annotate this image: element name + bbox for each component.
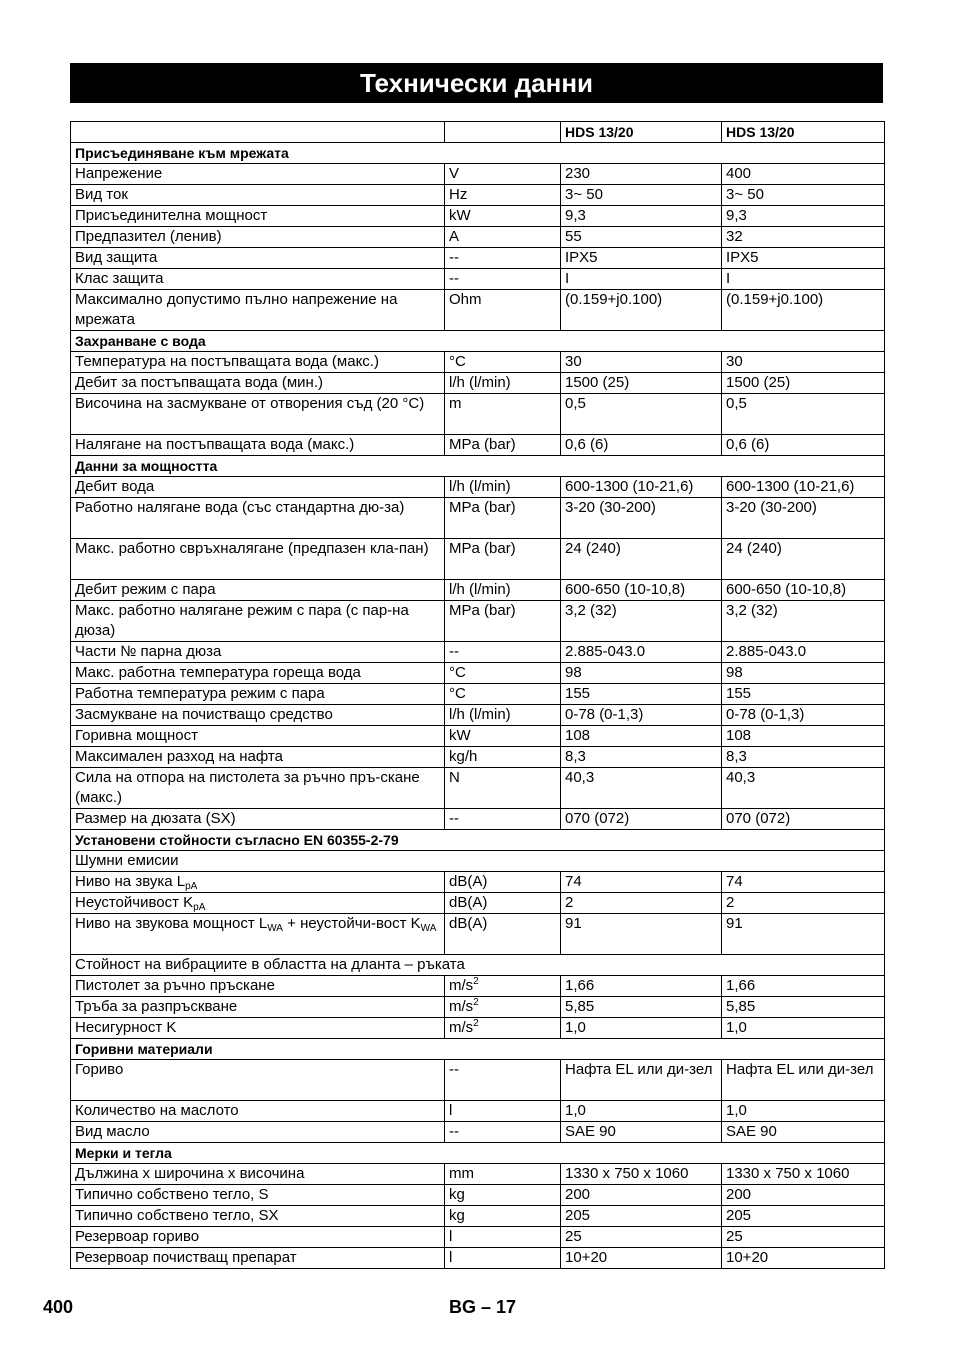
section-title: Горивни материали <box>71 1039 885 1060</box>
value-model-a: 600-650 (10-10,8) <box>561 580 722 601</box>
table-row <box>71 206 885 227</box>
value-model-b: 1330 x 750 x 1060 <box>722 1164 885 1185</box>
table-row <box>71 1164 885 1185</box>
param-unit-text: MPa (bar) <box>449 436 516 453</box>
value-model-b: 108 <box>722 726 885 747</box>
param-label-text: Вид защита <box>75 249 158 266</box>
value-model-a: 2 <box>561 893 722 914</box>
param-unit-text: kg <box>449 1207 465 1224</box>
value-model-b: 98 <box>722 663 885 684</box>
param-label-text: Предпазител (ленив) <box>75 228 222 245</box>
table-row <box>71 663 885 684</box>
param-unit-text: V <box>449 165 460 182</box>
value-model-a: 74 <box>561 872 722 893</box>
param-unit <box>445 477 561 498</box>
table-row <box>71 373 885 394</box>
param-unit <box>445 976 561 997</box>
value-model-b: 1,66 <box>722 976 885 997</box>
param-unit <box>445 227 561 248</box>
param-label-text: Дължина x широчина x височина <box>75 1165 305 1182</box>
section-header-row <box>71 1039 885 1060</box>
table-row <box>71 1248 885 1269</box>
param-unit <box>445 352 561 373</box>
value-model-a: 205 <box>561 1206 722 1227</box>
param-label-subscript: pA <box>193 902 206 913</box>
section-title: Данни за мощността <box>71 456 885 477</box>
value-model-a: 200 <box>561 1185 722 1206</box>
param-unit-text: mm <box>449 1165 474 1182</box>
value-model-a: 0-78 (0-1,3) <box>561 705 722 726</box>
param-unit <box>445 601 561 642</box>
table-row <box>71 164 885 185</box>
table-row <box>71 872 885 893</box>
value-model-a: 3~ 50 <box>561 185 722 206</box>
header-empty-cell <box>71 122 445 143</box>
param-label-text: Дебит вода <box>75 478 155 495</box>
section-title: Установени стойности съгласно EN 60355-2-79 <box>71 830 885 851</box>
param-label <box>71 809 445 830</box>
param-unit <box>445 684 561 705</box>
param-label-text: Макс. работно налягане режим с пара (с пар-на дюза) <box>75 602 409 639</box>
param-label-text: Ниво на звукова мощност L <box>75 915 268 932</box>
param-unit <box>445 705 561 726</box>
param-label <box>71 684 445 705</box>
value-model-b: 0,5 <box>722 394 885 435</box>
value-model-a: 155 <box>561 684 722 705</box>
param-label <box>71 248 445 269</box>
table-row <box>71 248 885 269</box>
param-unit-text: MPa (bar) <box>449 602 516 619</box>
param-label-text: Резервоар гориво <box>75 1228 200 1245</box>
param-unit <box>445 726 561 747</box>
param-label <box>71 1164 445 1185</box>
table-row <box>71 601 885 642</box>
param-label <box>71 997 445 1018</box>
param-label-text-cont: + неустойчи-вост K <box>282 915 421 932</box>
section-title: Захранване с вода <box>71 331 885 352</box>
param-unit-text: -- <box>449 643 459 660</box>
param-unit <box>445 206 561 227</box>
value-model-b: 0,6 (6) <box>722 435 885 456</box>
param-unit-text: m/s <box>449 1019 474 1036</box>
param-unit-superscript: 2 <box>473 1018 479 1029</box>
param-unit-text: l/h (l/min) <box>449 374 511 391</box>
page-title: Технически данни <box>70 63 883 103</box>
value-model-a: 3-20 (30-200) <box>561 498 722 539</box>
table-row <box>71 435 885 456</box>
param-unit <box>445 435 561 456</box>
param-unit <box>445 1185 561 1206</box>
table-row <box>71 768 885 809</box>
param-unit <box>445 1122 561 1143</box>
value-model-b: SAE 90 <box>722 1122 885 1143</box>
table-header-row <box>71 122 885 143</box>
header-unit-cell <box>445 122 561 143</box>
param-label <box>71 435 445 456</box>
param-unit <box>445 768 561 809</box>
param-label <box>71 726 445 747</box>
table-row <box>71 1101 885 1122</box>
table-row <box>71 684 885 705</box>
param-label <box>71 705 445 726</box>
value-model-a: Нафта EL или ди-зел <box>561 1060 722 1101</box>
value-model-a: 600-1300 (10-21,6) <box>561 477 722 498</box>
value-model-b: 9,3 <box>722 206 885 227</box>
value-model-a: 230 <box>561 164 722 185</box>
value-model-a: 1500 (25) <box>561 373 722 394</box>
param-unit <box>445 1164 561 1185</box>
param-unit-text: m <box>449 395 462 412</box>
param-unit <box>445 580 561 601</box>
value-model-b: 5,85 <box>722 997 885 1018</box>
section-title: Мерки и тегла <box>71 1143 885 1164</box>
value-model-b: 600-650 (10-10,8) <box>722 580 885 601</box>
param-label <box>71 914 445 955</box>
param-label <box>71 477 445 498</box>
param-label-text: Височина на засмукване от отворения съд (20 °C) <box>75 395 425 412</box>
section-header-row <box>71 143 885 164</box>
param-unit <box>445 1101 561 1122</box>
param-label-subscript: WA <box>420 923 437 934</box>
param-label-text: Температура на постъпващата вода (макс.) <box>75 353 379 370</box>
param-label-text: Работна температура режим с пара <box>75 685 325 702</box>
value-model-a: 8,3 <box>561 747 722 768</box>
table-row <box>71 269 885 290</box>
param-label-text: Неустойчивост K <box>75 894 194 911</box>
value-model-b: 3~ 50 <box>722 185 885 206</box>
param-label <box>71 498 445 539</box>
table-row <box>71 580 885 601</box>
param-unit-text: A <box>449 228 460 245</box>
value-model-b: 1500 (25) <box>722 373 885 394</box>
param-unit-text: °C <box>449 685 466 702</box>
param-label-text: Максимален разход на нафта <box>75 748 283 765</box>
table-row <box>71 705 885 726</box>
param-unit <box>445 1248 561 1269</box>
param-label-text: Ниво на звука L <box>75 873 186 890</box>
table-row <box>71 809 885 830</box>
value-model-a: 1,0 <box>561 1101 722 1122</box>
table-row <box>71 539 885 580</box>
value-model-b: IPX5 <box>722 248 885 269</box>
subsection-title: Стойност на вибрациите в областта на дланта – ръката <box>71 955 885 976</box>
header-model-b: HDS 13/20 <box>722 122 885 143</box>
table-row <box>71 997 885 1018</box>
value-model-b: 91 <box>722 914 885 955</box>
value-model-b: 0-78 (0-1,3) <box>722 705 885 726</box>
value-model-b: 1,0 <box>722 1018 885 1039</box>
param-label-text: Горивна мощност <box>75 727 198 744</box>
param-label-text: Макс. работна температура гореща вода <box>75 664 361 681</box>
param-label-text: Засмукване на почистващо средство <box>75 706 333 723</box>
table-row <box>71 290 885 331</box>
value-model-a: 1,66 <box>561 976 722 997</box>
page-label: BG – 17 <box>449 1297 517 1317</box>
value-model-b: 3,2 (32) <box>722 601 885 642</box>
param-unit <box>445 248 561 269</box>
param-label <box>71 352 445 373</box>
value-model-b: 74 <box>722 872 885 893</box>
value-model-a: (0.159+j0.100) <box>561 290 722 331</box>
value-model-b: 24 (240) <box>722 539 885 580</box>
param-label-text: Дебит за постъпващата вода (мин.) <box>75 374 323 391</box>
param-unit <box>445 1227 561 1248</box>
table-row <box>71 726 885 747</box>
param-unit-text: m/s <box>449 977 474 994</box>
value-model-a: 9,3 <box>561 206 722 227</box>
param-label <box>71 373 445 394</box>
param-unit-text: l <box>449 1249 453 1266</box>
param-unit-text: kW <box>449 727 471 744</box>
value-model-a: 91 <box>561 914 722 955</box>
param-label-text: Налягане на постъпващата вода (макс.) <box>75 436 355 453</box>
value-model-b: 155 <box>722 684 885 705</box>
param-unit-text: -- <box>449 810 459 827</box>
value-model-b: 070 (072) <box>722 809 885 830</box>
param-unit-text: MPa (bar) <box>449 499 516 516</box>
value-model-a: 070 (072) <box>561 809 722 830</box>
param-label-text: Несигурност K <box>75 1019 177 1036</box>
value-model-b: 400 <box>722 164 885 185</box>
param-label <box>71 539 445 580</box>
param-label <box>71 1018 445 1039</box>
param-label <box>71 1206 445 1227</box>
param-label-text: Вид ток <box>75 186 128 203</box>
param-unit-text: kg <box>449 1186 465 1203</box>
table-row <box>71 914 885 955</box>
param-label-subscript: WA <box>267 923 283 934</box>
param-label <box>71 893 445 914</box>
table-row <box>71 893 885 914</box>
section-header-row <box>71 1143 885 1164</box>
param-label-subscript: pA <box>185 881 198 892</box>
param-unit <box>445 373 561 394</box>
param-unit <box>445 498 561 539</box>
param-unit <box>445 1060 561 1101</box>
param-label-text: Макс. работно свръхналягане (предпазен кла-пан) <box>75 540 429 557</box>
param-label <box>71 206 445 227</box>
header-model-a: HDS 13/20 <box>561 122 722 143</box>
table-row <box>71 1185 885 1206</box>
table-row <box>71 1227 885 1248</box>
table-row <box>71 1018 885 1039</box>
param-unit <box>445 269 561 290</box>
table-row <box>71 185 885 206</box>
param-unit-text: -- <box>449 249 459 266</box>
param-unit <box>445 1018 561 1039</box>
param-unit <box>445 914 561 955</box>
value-model-a: 30 <box>561 352 722 373</box>
param-unit-text: N <box>449 769 460 786</box>
value-model-b: 205 <box>722 1206 885 1227</box>
subsection-title: Шумни емисии <box>71 851 885 872</box>
section-header-row <box>71 830 885 851</box>
param-label <box>71 747 445 768</box>
param-label <box>71 290 445 331</box>
param-label <box>71 1227 445 1248</box>
param-unit-text: l <box>449 1102 453 1119</box>
value-model-a: 98 <box>561 663 722 684</box>
param-unit-text: dB(A) <box>449 915 488 932</box>
param-unit-superscript: 2 <box>473 976 479 987</box>
param-label-text: Присъединителна мощност <box>75 207 268 224</box>
param-label-text: Пистолет за ръчно пръскане <box>75 977 275 994</box>
param-label <box>71 394 445 435</box>
value-model-a: 1,0 <box>561 1018 722 1039</box>
value-model-b: I <box>722 269 885 290</box>
table-row <box>71 352 885 373</box>
value-model-a: 5,85 <box>561 997 722 1018</box>
value-model-a: I <box>561 269 722 290</box>
table-row <box>71 976 885 997</box>
param-label-text: Максимално допустимо пълно напрежение на мрежата <box>75 291 398 328</box>
param-unit-text: Hz <box>449 186 468 203</box>
param-unit-text: -- <box>449 1061 459 1078</box>
param-label <box>71 1060 445 1101</box>
table-row <box>71 394 885 435</box>
param-label <box>71 185 445 206</box>
param-label <box>71 164 445 185</box>
param-unit-text: -- <box>449 270 459 287</box>
param-unit-text: dB(A) <box>449 873 488 890</box>
param-label-text: Части № парна дюза <box>75 643 222 660</box>
param-label-text: Гориво <box>75 1061 124 1078</box>
value-model-a: 0,5 <box>561 394 722 435</box>
value-model-b: 600-1300 (10-21,6) <box>722 477 885 498</box>
param-label <box>71 1122 445 1143</box>
value-model-b: 30 <box>722 352 885 373</box>
param-unit-text: l/h (l/min) <box>449 478 511 495</box>
param-unit <box>445 164 561 185</box>
param-label-text: Вид масло <box>75 1123 150 1140</box>
table-row <box>71 498 885 539</box>
param-unit <box>445 809 561 830</box>
section-header-row <box>71 456 885 477</box>
value-model-a: 25 <box>561 1227 722 1248</box>
table-row <box>71 642 885 663</box>
table-row <box>71 1060 885 1101</box>
param-label <box>71 642 445 663</box>
value-model-b: 8,3 <box>722 747 885 768</box>
param-label-text: Типично собствено тегло, S <box>75 1186 269 1203</box>
param-label <box>71 768 445 809</box>
param-label-text: Клас защита <box>75 270 164 287</box>
param-label <box>71 601 445 642</box>
value-model-a: 2.885-043.0 <box>561 642 722 663</box>
value-model-a: 3,2 (32) <box>561 601 722 642</box>
param-unit-text: °C <box>449 353 466 370</box>
value-model-b: 2.885-043.0 <box>722 642 885 663</box>
value-model-b: 3-20 (30-200) <box>722 498 885 539</box>
param-label <box>71 872 445 893</box>
param-label <box>71 663 445 684</box>
param-label-text: Работно налягане вода (със стандартна дю-за) <box>75 499 405 516</box>
value-model-a: SAE 90 <box>561 1122 722 1143</box>
page-number: 400 <box>43 1297 74 1317</box>
value-model-a: 1330 x 750 x 1060 <box>561 1164 722 1185</box>
value-model-a: 55 <box>561 227 722 248</box>
value-model-b: 25 <box>722 1227 885 1248</box>
param-unit <box>445 394 561 435</box>
param-label <box>71 1101 445 1122</box>
param-unit-text: °C <box>449 664 466 681</box>
param-unit-text: l/h (l/min) <box>449 706 511 723</box>
section-title: Присъединяване към мрежата <box>71 143 885 164</box>
param-unit-superscript: 2 <box>473 997 479 1008</box>
param-unit-text: MPa (bar) <box>449 540 516 557</box>
param-unit <box>445 663 561 684</box>
value-model-b: 200 <box>722 1185 885 1206</box>
value-model-b: 2 <box>722 893 885 914</box>
technical-data-table <box>70 121 885 1269</box>
param-unit <box>445 642 561 663</box>
param-label <box>71 1185 445 1206</box>
param-label-text: Типично собствено тегло, SX <box>75 1207 279 1224</box>
value-model-a: 24 (240) <box>561 539 722 580</box>
param-label-text: Сила на отпора на пистолета за ръчно пръ-скане (макс.) <box>75 769 420 806</box>
value-model-b: 1,0 <box>722 1101 885 1122</box>
table-row <box>71 747 885 768</box>
param-label <box>71 976 445 997</box>
param-label <box>71 580 445 601</box>
table-row <box>71 1206 885 1227</box>
table-row <box>71 1122 885 1143</box>
param-unit <box>445 997 561 1018</box>
param-unit-text: m/s <box>449 998 474 1015</box>
param-unit <box>445 872 561 893</box>
param-unit-text: kW <box>449 207 471 224</box>
value-model-a: 10+20 <box>561 1248 722 1269</box>
value-model-b: (0.159+j0.100) <box>722 290 885 331</box>
param-unit <box>445 185 561 206</box>
value-model-b: 32 <box>722 227 885 248</box>
value-model-a: IPX5 <box>561 248 722 269</box>
param-unit <box>445 1206 561 1227</box>
section-header-row <box>71 331 885 352</box>
param-label <box>71 227 445 248</box>
param-unit-text: kg/h <box>449 748 478 765</box>
param-label-text: Резервоар почистващ препарат <box>75 1249 297 1266</box>
param-label <box>71 1248 445 1269</box>
value-model-a: 108 <box>561 726 722 747</box>
param-label <box>71 269 445 290</box>
value-model-b: Нафта EL или ди-зел <box>722 1060 885 1101</box>
value-model-b: 40,3 <box>722 768 885 809</box>
value-model-a: 0,6 (6) <box>561 435 722 456</box>
param-unit-text: l/h (l/min) <box>449 581 511 598</box>
value-model-a: 40,3 <box>561 768 722 809</box>
subsection-row <box>71 851 885 872</box>
param-label-text: Тръба за разпръскване <box>75 998 238 1015</box>
param-unit <box>445 539 561 580</box>
param-unit-text: Ohm <box>449 291 482 308</box>
param-unit <box>445 290 561 331</box>
param-label-text: Дебит режим с пара <box>75 581 216 598</box>
table-row <box>71 227 885 248</box>
subsection-row <box>71 955 885 976</box>
value-model-b: 10+20 <box>722 1248 885 1269</box>
param-label-text: Напрежение <box>75 165 163 182</box>
param-unit-text: -- <box>449 1123 459 1140</box>
param-unit <box>445 893 561 914</box>
param-unit <box>445 747 561 768</box>
param-unit-text: dB(A) <box>449 894 488 911</box>
param-label-text: Количество на маслото <box>75 1102 239 1119</box>
param-label-text: Размер на дюзата (SX) <box>75 810 236 827</box>
param-unit-text: l <box>449 1228 453 1245</box>
table-row <box>71 477 885 498</box>
